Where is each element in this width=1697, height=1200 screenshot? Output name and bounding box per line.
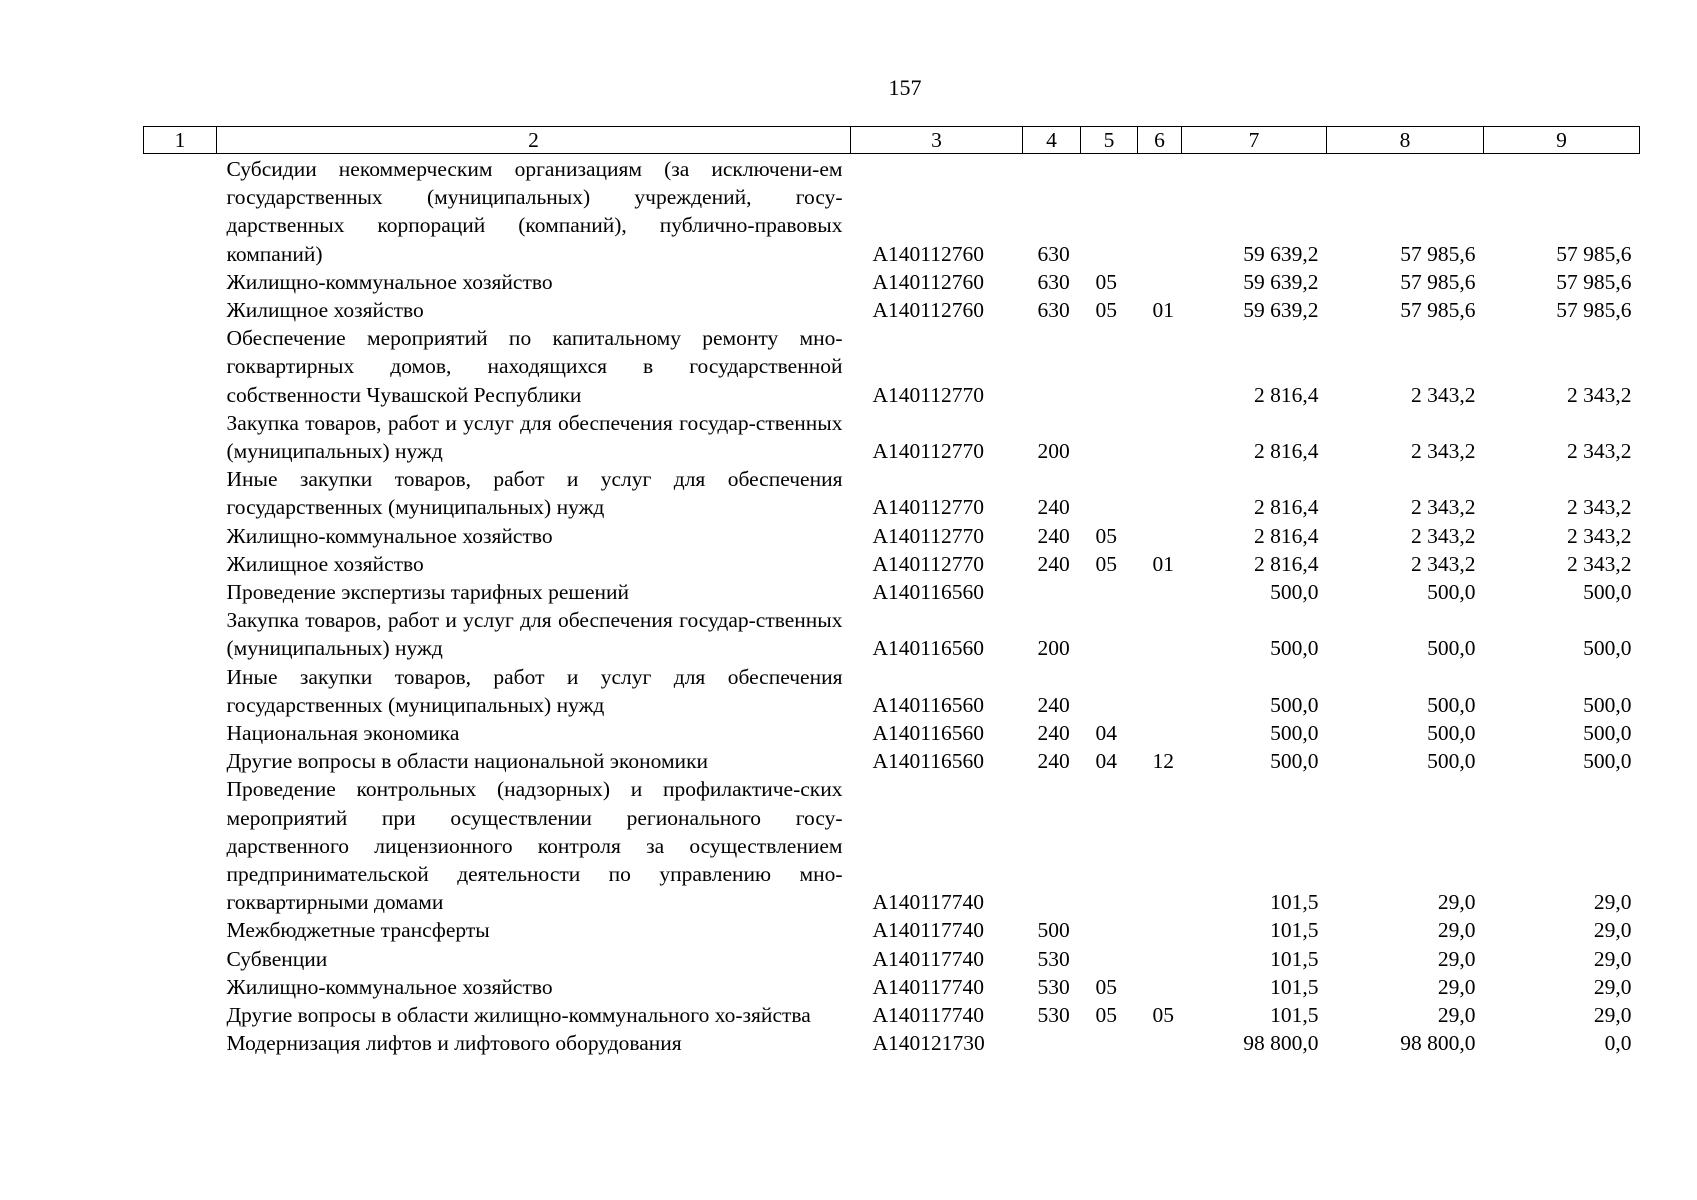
row-description: Межбюджетные трансферты [226,918,490,943]
row-target-article-code: А140112770 [872,495,984,520]
row-description: Обеспечение мероприятий по капитальному ремонту мно-гоквартирных домов, находящихся в государственной собственности Чувашской Республики [226,326,843,407]
row-target-article-code: А140112770 [872,439,984,464]
row-col-1 [144,522,217,550]
row-target-article-code: А140116560 [872,692,984,717]
row-expense-type: 240 [1037,495,1070,520]
row-col-1 [144,747,217,775]
row-amount-col-7: 500,0 [1270,749,1319,774]
table-row [144,1029,1640,1057]
row-description: Жилищно-коммунальное хозяйство [226,974,553,999]
row-expense-type: 240 [1037,721,1070,746]
row-col-1 [144,154,217,268]
row-section: 05 [1095,974,1117,999]
row-amount-col-7: 500,0 [1270,692,1319,717]
row-section: 05 [1095,1003,1117,1028]
row-description: Иные закупки товаров, работ и услуг для обеспечения государственных (муниципальных) нужд [226,664,843,717]
row-amount-col-8: 29,0 [1437,946,1476,971]
row-target-article-code: А140112770 [872,551,984,576]
row-description: Национальная экономика [226,721,460,746]
row-section [1081,606,1138,662]
table-row [144,719,1640,747]
row-amount-col-9: 500,0 [1583,636,1632,661]
row-col-1 [144,296,217,324]
row-col-1 [144,465,217,521]
row-description: Жилищно-коммунальное хозяйство [226,523,553,548]
row-target-article-code: А140112760 [872,269,984,294]
row-target-article-code: А140121730 [872,1031,985,1056]
column-header-9: 9 [1484,127,1640,154]
row-amount-col-7: 500,0 [1270,580,1319,605]
row-subsection: 05 [1152,1003,1174,1028]
row-amount-col-8: 500,0 [1427,636,1476,661]
column-header-2: 2 [217,127,851,154]
row-section [1081,154,1138,268]
row-col-1 [144,973,217,1001]
row-amount-col-7: 500,0 [1270,721,1319,746]
row-section [1081,409,1138,465]
row-subsection [1138,775,1182,916]
row-expense-type: 200 [1037,636,1070,661]
table-row [144,1001,1640,1029]
row-target-article-code: А140117740 [872,890,984,915]
row-col-1 [144,578,217,606]
row-subsection [1138,578,1182,606]
row-expense-type: 530 [1037,946,1070,971]
row-subsection [1138,719,1182,747]
row-amount-col-9: 2 343,2 [1567,439,1632,464]
row-amount-col-9: 500,0 [1583,721,1632,746]
row-col-1 [144,409,217,465]
row-expense-type [1023,324,1081,409]
row-target-article-code: А140117740 [872,918,984,943]
row-amount-col-7: 59 639,2 [1243,269,1319,294]
row-description: Закупка товаров, работ и услуг для обеспечения государ-ственных (муниципальных) нужд [226,608,843,661]
row-amount-col-9: 29,0 [1593,918,1632,943]
row-subsection [1138,268,1182,296]
row-expense-type: 530 [1037,974,1070,999]
column-header-8: 8 [1327,127,1484,154]
row-description: Закупка товаров, работ и услуг для обеспечения государ-ственных (муниципальных) нужд [226,410,843,464]
row-amount-col-9: 2 343,2 [1567,523,1632,548]
row-subsection: 12 [1152,749,1174,774]
row-expense-type: 240 [1037,749,1070,774]
row-amount-col-7: 2 816,4 [1254,495,1319,520]
row-amount-col-9: 2 343,2 [1567,495,1632,520]
row-section: 05 [1095,269,1117,294]
row-amount-col-8: 29,0 [1437,1003,1476,1028]
row-amount-col-8: 2 343,2 [1411,495,1476,520]
row-expense-type [1023,775,1081,916]
row-col-1 [144,719,217,747]
row-description: Жилищное хозяйство [226,298,424,323]
table-row [144,916,1640,944]
row-amount-col-8: 57 985,6 [1400,241,1476,266]
row-amount-col-7: 59 639,2 [1243,241,1319,266]
row-expense-type: 240 [1037,523,1070,548]
row-section: 05 [1095,551,1117,576]
row-amount-col-8: 29,0 [1437,890,1476,915]
row-amount-col-9: 500,0 [1583,580,1632,605]
table-row [144,973,1640,1001]
row-section: 05 [1095,523,1117,548]
row-section [1081,324,1138,409]
row-amount-col-9: 2 343,2 [1567,382,1632,407]
row-section [1081,1029,1138,1057]
row-section [1081,663,1138,719]
row-subsection [1138,154,1182,268]
row-amount-col-7: 98 800,0 [1243,1031,1319,1056]
row-section: 05 [1095,298,1117,323]
row-expense-type: 500 [1037,918,1070,943]
row-amount-col-9: 500,0 [1583,692,1632,717]
row-amount-col-9: 57 985,6 [1556,241,1632,266]
row-amount-col-8: 57 985,6 [1400,269,1476,294]
row-subsection: 01 [1152,298,1174,323]
table-row [144,945,1640,973]
column-header-5: 5 [1081,127,1138,154]
row-subsection [1138,945,1182,973]
row-section [1081,916,1138,944]
row-amount-col-8: 2 343,2 [1411,439,1476,464]
row-amount-col-7: 2 816,4 [1254,382,1319,407]
row-expense-type [1023,578,1081,606]
row-subsection [1138,1029,1182,1057]
row-target-article-code: А140116560 [872,636,984,661]
row-expense-type: 630 [1037,241,1070,266]
row-amount-col-9: 29,0 [1593,974,1632,999]
row-amount-col-9: 500,0 [1583,749,1632,774]
budget-table [143,126,1640,1058]
row-section: 04 [1095,721,1117,746]
row-section [1081,578,1138,606]
row-subsection: 01 [1152,551,1174,576]
row-amount-col-9: 0,0 [1604,1031,1632,1056]
row-col-1 [144,945,217,973]
row-amount-col-9: 57 985,6 [1556,298,1632,323]
row-target-article-code: А140112770 [872,382,984,407]
row-description: Субвенции [226,946,328,971]
row-col-1 [144,550,217,578]
table-row [144,550,1640,578]
row-target-article-code: А140117740 [872,1003,984,1028]
row-amount-col-8: 2 343,2 [1411,551,1476,576]
row-expense-type: 630 [1037,269,1070,294]
table-row [144,747,1640,775]
row-amount-col-8: 98 800,0 [1400,1031,1476,1056]
row-description: Жилищно-коммунальное хозяйство [226,269,553,294]
row-amount-col-7: 101,5 [1270,918,1319,943]
row-target-article-code: А140116560 [872,721,984,746]
row-amount-col-7: 101,5 [1270,946,1319,971]
row-amount-col-9: 29,0 [1593,1003,1632,1028]
row-amount-col-7: 101,5 [1270,1003,1319,1028]
row-target-article-code: А140117740 [872,946,984,971]
table-row [144,606,1640,662]
row-amount-col-9: 29,0 [1593,946,1632,971]
row-amount-col-7: 2 816,4 [1254,551,1319,576]
row-subsection [1138,409,1182,465]
table-row [144,268,1640,296]
row-col-1 [144,663,217,719]
page-number: 157 [888,75,922,100]
table-row [144,324,1640,409]
row-col-1 [144,916,217,944]
row-description: Другие вопросы в области жилищно-коммунального хо-зяйства [226,1003,811,1028]
row-amount-col-8: 29,0 [1437,974,1476,999]
column-header-6: 6 [1138,127,1182,154]
row-amount-col-9: 2 343,2 [1567,551,1632,576]
row-amount-col-7: 500,0 [1270,636,1319,661]
table-row [144,775,1640,916]
row-amount-col-7: 59 639,2 [1243,298,1319,323]
row-expense-type: 240 [1037,551,1070,576]
row-amount-col-7: 2 816,4 [1254,439,1319,464]
row-amount-col-7: 2 816,4 [1254,523,1319,548]
row-expense-type: 200 [1037,439,1070,464]
row-amount-col-9: 29,0 [1593,890,1632,915]
table-row [144,296,1640,324]
row-description: Проведение экспертизы тарифных решений [226,580,630,605]
row-col-1 [144,268,217,296]
column-header-3: 3 [851,127,1023,154]
row-subsection [1138,663,1182,719]
table-body [144,154,1640,1058]
row-amount-col-8: 2 343,2 [1411,382,1476,407]
row-amount-col-8: 57 985,6 [1400,298,1476,323]
table-row [144,409,1640,465]
row-target-article-code: А140116560 [872,749,984,774]
row-amount-col-8: 500,0 [1427,749,1476,774]
row-expense-type [1023,1029,1081,1057]
row-target-article-code: А140117740 [872,974,984,999]
row-subsection [1138,916,1182,944]
row-target-article-code: А140112770 [872,523,984,548]
row-description: Иные закупки товаров, работ и услуг для обеспечения государственных (муниципальных) нужд [226,467,843,520]
row-target-article-code: А140112760 [872,298,984,323]
row-col-1 [144,775,217,916]
row-col-1 [144,324,217,409]
row-amount-col-9: 57 985,6 [1556,269,1632,294]
row-subsection [1138,465,1182,521]
row-section: 04 [1095,749,1117,774]
row-col-1 [144,1029,217,1057]
table-row [144,154,1640,268]
table-row [144,663,1640,719]
row-amount-col-8: 29,0 [1437,918,1476,943]
column-header-4: 4 [1023,127,1081,154]
row-description: Субсидии некоммерческим организациям (за исключени-ем государственных (муниципальных) учреждений, госу-дарственных корпораций (компаний), публично-правовых компаний) [226,157,843,266]
column-number-header [144,127,1640,154]
row-subsection [1138,606,1182,662]
row-expense-type: 240 [1037,692,1070,717]
row-expense-type: 530 [1037,1003,1070,1028]
row-col-1 [144,1001,217,1029]
table-row [144,578,1640,606]
table-row [144,465,1640,521]
row-col-1 [144,606,217,662]
row-section [1081,775,1138,916]
row-section [1081,945,1138,973]
row-amount-col-7: 101,5 [1270,974,1319,999]
row-amount-col-8: 500,0 [1427,721,1476,746]
row-subsection [1138,324,1182,409]
row-amount-col-8: 500,0 [1427,580,1476,605]
row-subsection [1138,522,1182,550]
row-amount-col-8: 2 343,2 [1411,523,1476,548]
row-description: Другие вопросы в области национальной экономики [226,749,709,774]
row-description: Модернизация лифтов и лифтового оборудования [226,1031,682,1056]
row-description: Жилищное хозяйство [226,551,424,576]
row-subsection [1138,973,1182,1001]
row-target-article-code: А140112760 [872,241,984,266]
row-description: Проведение контрольных (надзорных) и профилактиче-ских мероприятий при осуществлении регионального госу-дарственного лицензионного контроля за осуществлением предпринимательской деятельности по управлению мно-гоквартирными домами [226,777,843,915]
row-amount-col-8: 500,0 [1427,692,1476,717]
row-target-article-code: А140116560 [872,580,984,605]
row-expense-type: 630 [1037,298,1070,323]
table-row [144,522,1640,550]
column-header-1: 1 [144,127,217,154]
row-section [1081,465,1138,521]
row-amount-col-7: 101,5 [1270,890,1319,915]
column-header-7: 7 [1182,127,1327,154]
